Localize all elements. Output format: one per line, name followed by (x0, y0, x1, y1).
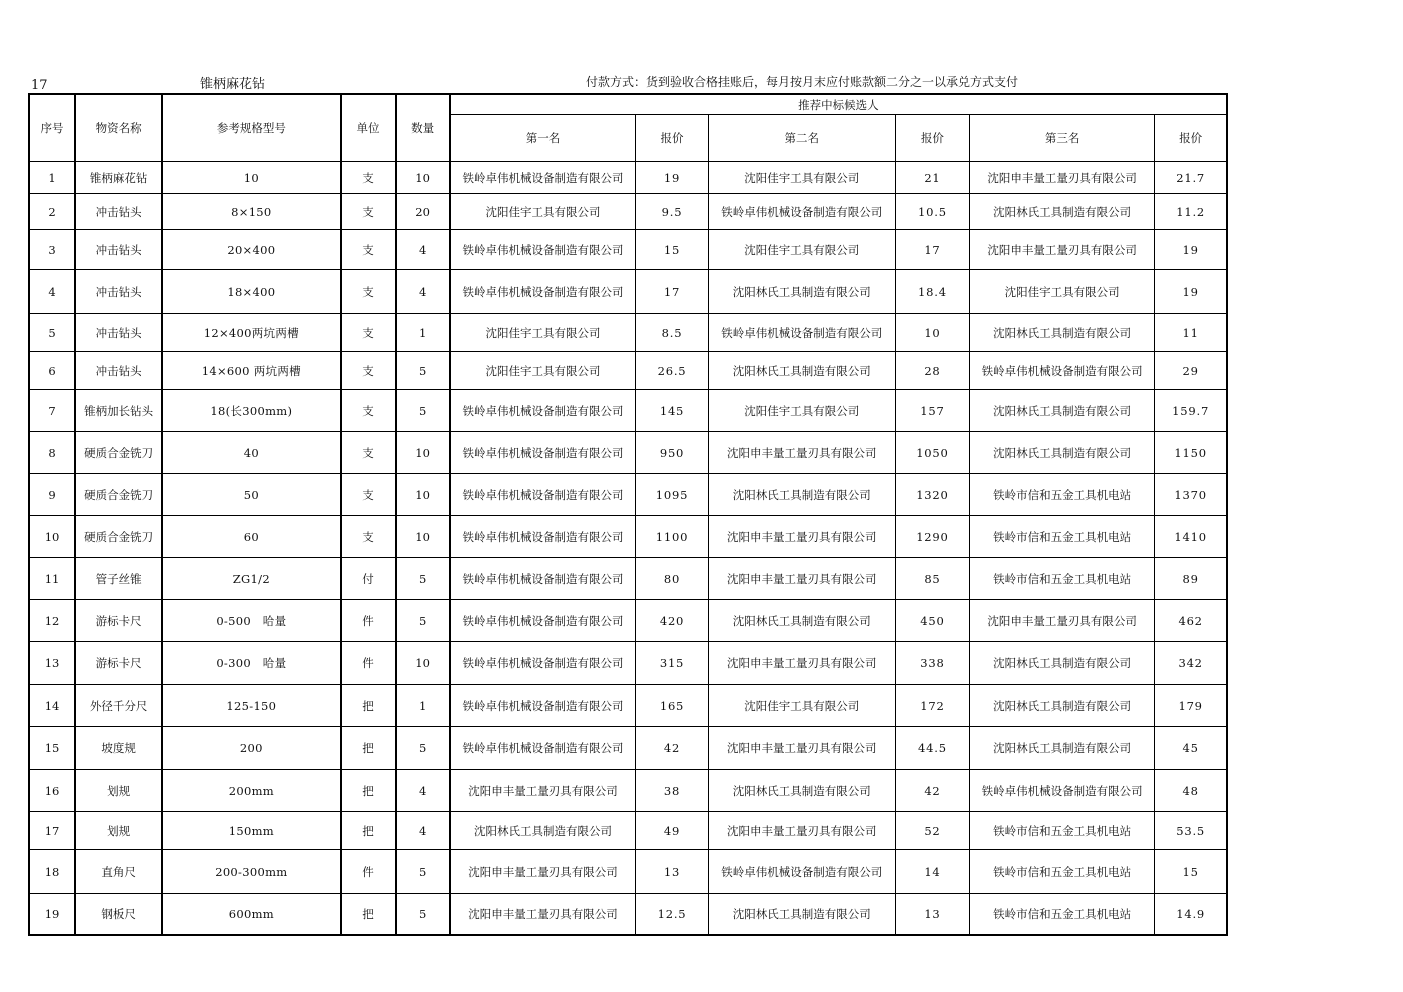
row-third-price: 11 (1155, 314, 1227, 352)
row-second-price: 85 (895, 558, 969, 600)
row-second-price: 10 (895, 314, 969, 352)
row-seq: 13 (29, 642, 75, 685)
row-third-price: 53.5 (1155, 812, 1227, 850)
row-second-price: 450 (895, 600, 969, 642)
row-second-vendor: 沈阳林氏工具制造有限公司 (708, 600, 895, 642)
row-second-price: 42 (895, 770, 969, 812)
row-spec: 12×400两坑两槽 (162, 314, 340, 352)
row-third-vendor: 沈阳林氏工具制造有限公司 (969, 314, 1154, 352)
row-first-vendor: 铁岭卓伟机械设备制造有限公司 (450, 270, 636, 314)
row-unit: 把 (341, 894, 396, 935)
row-spec: 0-300 哈量 (162, 642, 340, 685)
header-candidates-group: 推荐中标候选人 (450, 94, 1227, 115)
row-third-price: 29 (1155, 352, 1227, 390)
row-qty: 5 (396, 558, 450, 600)
row-third-vendor: 沈阳林氏工具制造有限公司 (969, 432, 1154, 474)
row-spec: 60 (162, 516, 340, 558)
row-material-name: 锥柄麻花钻 (75, 162, 162, 194)
row-material-name: 硬质合金铣刀 (75, 432, 162, 474)
row-first-vendor: 铁岭卓伟机械设备制造有限公司 (450, 642, 636, 685)
row-third-vendor: 沈阳林氏工具制造有限公司 (969, 685, 1154, 727)
table-row (29, 894, 1227, 935)
table-row (29, 432, 1227, 474)
row-unit: 支 (341, 314, 396, 352)
row-first-vendor: 沈阳佳宇工具有限公司 (450, 194, 636, 230)
row-third-vendor: 沈阳林氏工具制造有限公司 (969, 390, 1154, 432)
row-spec: 200mm (162, 770, 340, 812)
row-first-vendor: 铁岭卓伟机械设备制造有限公司 (450, 162, 636, 194)
row-spec: 125-150 (162, 685, 340, 727)
row-first-vendor: 沈阳佳宇工具有限公司 (450, 314, 636, 352)
row-second-price: 44.5 (895, 727, 969, 770)
row-first-price: 12.5 (636, 894, 708, 935)
row-unit: 把 (341, 685, 396, 727)
row-third-price: 19 (1155, 230, 1227, 270)
row-first-vendor: 铁岭卓伟机械设备制造有限公司 (450, 432, 636, 474)
row-second-vendor: 沈阳申丰量工量刃具有限公司 (708, 558, 895, 600)
row-second-vendor: 沈阳申丰量工量刃具有限公司 (708, 432, 895, 474)
row-second-vendor: 沈阳佳宇工具有限公司 (708, 685, 895, 727)
row-second-price: 21 (895, 162, 969, 194)
row-material-name: 冲击钻头 (75, 230, 162, 270)
row-third-vendor: 沈阳申丰量工量刃具有限公司 (969, 162, 1154, 194)
row-qty: 5 (396, 390, 450, 432)
row-seq: 5 (29, 314, 75, 352)
row-spec: 40 (162, 432, 340, 474)
row-second-vendor: 沈阳林氏工具制造有限公司 (708, 894, 895, 935)
row-spec: 200-300mm (162, 850, 340, 894)
row-material-name: 划规 (75, 812, 162, 850)
row-third-price: 45 (1155, 727, 1227, 770)
row-first-price: 19 (636, 162, 708, 194)
row-seq: 8 (29, 432, 75, 474)
row-second-vendor: 沈阳佳宇工具有限公司 (708, 162, 895, 194)
row-first-price: 1100 (636, 516, 708, 558)
header-price-3: 报价 (1155, 115, 1227, 162)
row-second-price: 17 (895, 230, 969, 270)
row-second-vendor: 沈阳林氏工具制造有限公司 (708, 770, 895, 812)
row-third-price: 1410 (1155, 516, 1227, 558)
row-third-vendor: 沈阳申丰量工量刃具有限公司 (969, 600, 1154, 642)
row-qty: 1 (396, 685, 450, 727)
table-row (29, 812, 1227, 850)
row-material-name: 游标卡尺 (75, 600, 162, 642)
row-third-price: 159.7 (1155, 390, 1227, 432)
row-material-name: 外径千分尺 (75, 685, 162, 727)
row-first-price: 49 (636, 812, 708, 850)
header-price-2: 报价 (895, 115, 969, 162)
row-second-vendor: 沈阳申丰量工量刃具有限公司 (708, 516, 895, 558)
row-second-price: 157 (895, 390, 969, 432)
row-first-price: 13 (636, 850, 708, 894)
row-second-price: 172 (895, 685, 969, 727)
table-row (29, 685, 1227, 727)
row-first-price: 15 (636, 230, 708, 270)
row-material-name: 钢板尺 (75, 894, 162, 935)
row-second-price: 10.5 (895, 194, 969, 230)
row-spec: 14×600 两坑两槽 (162, 352, 340, 390)
row-spec: 150mm (162, 812, 340, 850)
row-unit: 付 (341, 558, 396, 600)
row-first-vendor: 铁岭卓伟机械设备制造有限公司 (450, 474, 636, 516)
row-unit: 支 (341, 270, 396, 314)
header-spec: 参考规格型号 (162, 94, 340, 162)
row-third-vendor: 沈阳林氏工具制造有限公司 (969, 727, 1154, 770)
row-spec: 0-500 哈量 (162, 600, 340, 642)
row-material-name: 冲击钻头 (75, 194, 162, 230)
table-row (29, 516, 1227, 558)
row-material-name: 划规 (75, 770, 162, 812)
table-row (29, 194, 1227, 230)
row-seq: 1 (29, 162, 75, 194)
row-first-price: 420 (636, 600, 708, 642)
row-first-price: 38 (636, 770, 708, 812)
row-spec: ZG1/2 (162, 558, 340, 600)
row-second-price: 1320 (895, 474, 969, 516)
table-row (29, 850, 1227, 894)
row-seq: 16 (29, 770, 75, 812)
row-material-name: 硬质合金铣刀 (75, 474, 162, 516)
row-material-name: 直角尺 (75, 850, 162, 894)
row-unit: 支 (341, 516, 396, 558)
row-third-vendor: 铁岭卓伟机械设备制造有限公司 (969, 770, 1154, 812)
row-first-price: 80 (636, 558, 708, 600)
row-second-price: 28 (895, 352, 969, 390)
row-seq: 14 (29, 685, 75, 727)
row-material-name: 锥柄加长钻头 (75, 390, 162, 432)
table-row (29, 270, 1227, 314)
table-row (29, 727, 1227, 770)
row-second-price: 14 (895, 850, 969, 894)
row-second-price: 13 (895, 894, 969, 935)
header-unit: 单位 (341, 94, 396, 162)
table-row (29, 390, 1227, 432)
row-third-vendor: 沈阳林氏工具制造有限公司 (969, 194, 1154, 230)
row-first-vendor: 铁岭卓伟机械设备制造有限公司 (450, 685, 636, 727)
row-third-price: 89 (1155, 558, 1227, 600)
row-seq: 10 (29, 516, 75, 558)
row-first-price: 165 (636, 685, 708, 727)
row-first-price: 1095 (636, 474, 708, 516)
row-unit: 支 (341, 162, 396, 194)
table-row (29, 642, 1227, 685)
row-third-vendor: 铁岭市信和五金工具机电站 (969, 894, 1154, 935)
row-third-price: 11.2 (1155, 194, 1227, 230)
row-first-vendor: 铁岭卓伟机械设备制造有限公司 (450, 727, 636, 770)
row-third-vendor: 铁岭市信和五金工具机电站 (969, 516, 1154, 558)
row-qty: 10 (396, 432, 450, 474)
row-first-price: 26.5 (636, 352, 708, 390)
row-first-vendor: 沈阳申丰量工量刃具有限公司 (450, 850, 636, 894)
row-second-vendor: 铁岭卓伟机械设备制造有限公司 (708, 850, 895, 894)
header-price-1: 报价 (636, 115, 708, 162)
row-spec: 10 (162, 162, 340, 194)
payment-terms-note: 付款方式：货到验收合格挂账后，每月按月末应付账款额二分之一以承兑方式支付 (586, 75, 1019, 89)
row-third-vendor: 沈阳林氏工具制造有限公司 (969, 642, 1154, 685)
row-second-price: 18.4 (895, 270, 969, 314)
row-seq: 18 (29, 850, 75, 894)
row-qty: 20 (396, 194, 450, 230)
row-third-price: 179 (1155, 685, 1227, 727)
page-number: 17 (31, 78, 48, 93)
row-unit: 支 (341, 474, 396, 516)
row-third-price: 15 (1155, 850, 1227, 894)
header-material-name: 物资名称 (75, 94, 162, 162)
row-first-vendor: 沈阳申丰量工量刃具有限公司 (450, 894, 636, 935)
row-first-vendor: 铁岭卓伟机械设备制造有限公司 (450, 600, 636, 642)
row-second-vendor: 沈阳佳宇工具有限公司 (708, 390, 895, 432)
row-second-vendor: 沈阳林氏工具制造有限公司 (708, 352, 895, 390)
row-second-vendor: 沈阳林氏工具制造有限公司 (708, 270, 895, 314)
row-seq: 3 (29, 230, 75, 270)
row-seq: 6 (29, 352, 75, 390)
row-third-vendor: 铁岭市信和五金工具机电站 (969, 558, 1154, 600)
row-second-price: 52 (895, 812, 969, 850)
document-title: 锥柄麻花钻 (200, 77, 266, 92)
row-seq: 11 (29, 558, 75, 600)
table-row (29, 162, 1227, 194)
row-first-vendor: 沈阳佳宇工具有限公司 (450, 352, 636, 390)
table-row (29, 314, 1227, 352)
row-third-price: 1370 (1155, 474, 1227, 516)
row-first-vendor: 铁岭卓伟机械设备制造有限公司 (450, 230, 636, 270)
row-unit: 把 (341, 770, 396, 812)
row-unit: 件 (341, 642, 396, 685)
row-seq: 9 (29, 474, 75, 516)
row-material-name: 冲击钻头 (75, 352, 162, 390)
row-first-price: 42 (636, 727, 708, 770)
table-row (29, 474, 1227, 516)
table-body (29, 162, 1227, 935)
row-first-vendor: 铁岭卓伟机械设备制造有限公司 (450, 516, 636, 558)
row-first-vendor: 铁岭卓伟机械设备制造有限公司 (450, 390, 636, 432)
row-first-price: 17 (636, 270, 708, 314)
row-first-price: 8.5 (636, 314, 708, 352)
table-row (29, 558, 1227, 600)
row-qty: 10 (396, 162, 450, 194)
header-qty: 数量 (396, 94, 450, 162)
row-second-price: 338 (895, 642, 969, 685)
row-spec: 600mm (162, 894, 340, 935)
row-material-name: 坡度规 (75, 727, 162, 770)
row-unit: 把 (341, 727, 396, 770)
row-unit: 支 (341, 194, 396, 230)
row-qty: 5 (396, 850, 450, 894)
row-first-vendor: 沈阳林氏工具制造有限公司 (450, 812, 636, 850)
row-qty: 5 (396, 727, 450, 770)
row-second-price: 1050 (895, 432, 969, 474)
row-unit: 把 (341, 812, 396, 850)
row-seq: 4 (29, 270, 75, 314)
row-second-vendor: 沈阳申丰量工量刃具有限公司 (708, 812, 895, 850)
row-third-price: 19 (1155, 270, 1227, 314)
row-seq: 15 (29, 727, 75, 770)
row-second-vendor: 沈阳申丰量工量刃具有限公司 (708, 642, 895, 685)
header-seq: 序号 (29, 94, 75, 162)
row-spec: 8×150 (162, 194, 340, 230)
table-row (29, 230, 1227, 270)
row-third-vendor: 沈阳申丰量工量刃具有限公司 (969, 230, 1154, 270)
table-row (29, 770, 1227, 812)
row-first-vendor: 铁岭卓伟机械设备制造有限公司 (450, 558, 636, 600)
row-qty: 5 (396, 352, 450, 390)
row-material-name: 管子丝锥 (75, 558, 162, 600)
procurement-table (28, 93, 1228, 936)
row-seq: 17 (29, 812, 75, 850)
row-material-name: 冲击钻头 (75, 314, 162, 352)
row-seq: 12 (29, 600, 75, 642)
table-row (29, 352, 1227, 390)
row-spec: 20×400 (162, 230, 340, 270)
row-seq: 7 (29, 390, 75, 432)
row-third-vendor: 铁岭市信和五金工具机电站 (969, 850, 1154, 894)
row-qty: 10 (396, 516, 450, 558)
row-third-price: 342 (1155, 642, 1227, 685)
row-qty: 4 (396, 230, 450, 270)
row-third-price: 1150 (1155, 432, 1227, 474)
row-material-name: 冲击钻头 (75, 270, 162, 314)
row-first-vendor: 沈阳申丰量工量刃具有限公司 (450, 770, 636, 812)
row-first-price: 145 (636, 390, 708, 432)
header-first: 第一名 (450, 115, 636, 162)
row-spec: 18×400 (162, 270, 340, 314)
row-qty: 10 (396, 642, 450, 685)
row-third-price: 21.7 (1155, 162, 1227, 194)
row-qty: 4 (396, 812, 450, 850)
row-qty: 4 (396, 770, 450, 812)
header-second: 第二名 (708, 115, 895, 162)
row-material-name: 游标卡尺 (75, 642, 162, 685)
row-second-vendor: 沈阳申丰量工量刃具有限公司 (708, 727, 895, 770)
row-third-price: 48 (1155, 770, 1227, 812)
row-qty: 4 (396, 270, 450, 314)
row-seq: 19 (29, 894, 75, 935)
header-third: 第三名 (969, 115, 1154, 162)
row-second-vendor: 铁岭卓伟机械设备制造有限公司 (708, 314, 895, 352)
row-first-price: 950 (636, 432, 708, 474)
row-spec: 18(长300mm) (162, 390, 340, 432)
row-material-name: 硬质合金铣刀 (75, 516, 162, 558)
row-third-vendor: 沈阳佳宇工具有限公司 (969, 270, 1154, 314)
row-unit: 支 (341, 390, 396, 432)
row-unit: 件 (341, 850, 396, 894)
row-spec: 50 (162, 474, 340, 516)
row-qty: 10 (396, 474, 450, 516)
table-row (29, 600, 1227, 642)
row-unit: 件 (341, 600, 396, 642)
row-first-price: 315 (636, 642, 708, 685)
row-unit: 支 (341, 352, 396, 390)
row-spec: 200 (162, 727, 340, 770)
row-third-vendor: 铁岭市信和五金工具机电站 (969, 474, 1154, 516)
row-second-price: 1290 (895, 516, 969, 558)
row-third-price: 14.9 (1155, 894, 1227, 935)
row-third-vendor: 铁岭市信和五金工具机电站 (969, 812, 1154, 850)
row-second-vendor: 铁岭卓伟机械设备制造有限公司 (708, 194, 895, 230)
row-third-vendor: 铁岭卓伟机械设备制造有限公司 (969, 352, 1154, 390)
row-first-price: 9.5 (636, 194, 708, 230)
row-qty: 5 (396, 894, 450, 935)
row-qty: 5 (396, 600, 450, 642)
row-second-vendor: 沈阳林氏工具制造有限公司 (708, 474, 895, 516)
row-third-price: 462 (1155, 600, 1227, 642)
row-qty: 1 (396, 314, 450, 352)
row-unit: 支 (341, 432, 396, 474)
row-second-vendor: 沈阳佳宇工具有限公司 (708, 230, 895, 270)
row-unit: 支 (341, 230, 396, 270)
row-seq: 2 (29, 194, 75, 230)
